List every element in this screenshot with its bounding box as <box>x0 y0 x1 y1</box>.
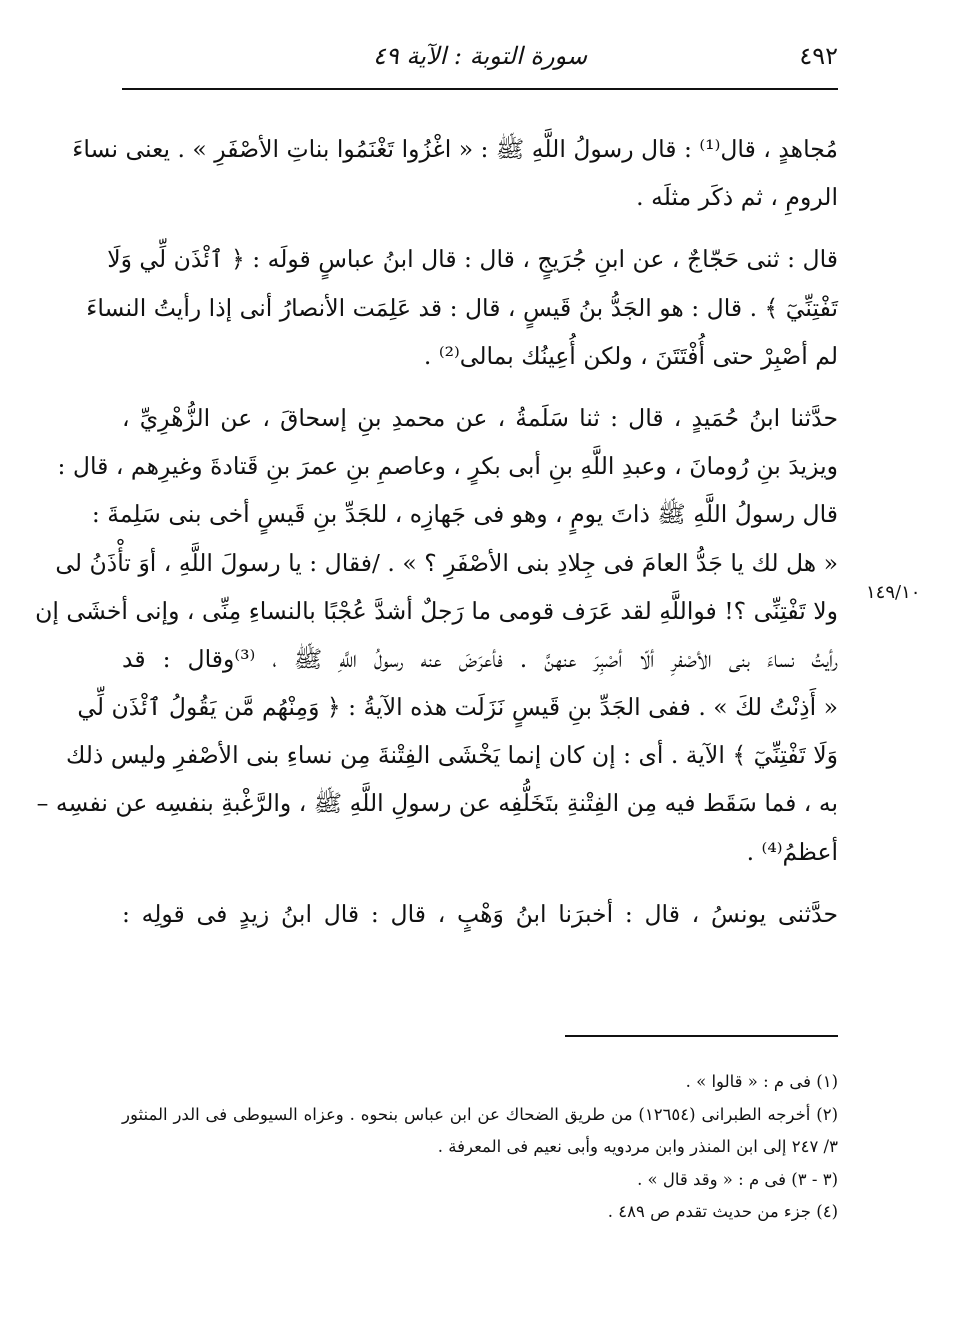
text-line: حدَّثنا ابنُ حُمَيدٍ ، قال : ثنا سَلَمةُ ، عن محمدِ بنِ إسحاقَ ، عن الزُّهْرِيِّ ، <box>122 403 838 432</box>
footnote-item: (١) فى م : « قالوا » . <box>685 1072 838 1091</box>
text-line: لم أصْبِرْ حتى أُفْتَتَنَ ، ولكن أُعِينُك بمالى⁽²⁾ . <box>423 341 838 370</box>
text-line: به ، فما سَقَط فيه مِن الفِتْنةِ بتَخَلُّفِه عن رسولِ اللَّهِ ﷺ ، والرَّغْبةِ بنفسِه عن نفسِه – <box>36 789 838 818</box>
page-header <box>122 38 838 88</box>
paragraph-2 <box>86 235 838 380</box>
text-line: رأيتُ نساءَ بنى الأصْفرِ ألّا أصْبِرَ عنهنَّ . فأعرَضَ عنه رسولُ اللَّهِ ﷺ ، ⁽³⁾وقال : قد <box>122 644 838 673</box>
paragraph-3 <box>35 394 838 876</box>
paragraph-4 <box>122 890 838 938</box>
text-line: وَلَا تَفْتِنِّيٓ ﴾ الآية . أى : إن كان إنما يَخْشَى الفِتْنةَ مِن نساءِ بنى الأصْفرِ وليس ذلك <box>65 741 838 770</box>
text-line: « أَذِنْتُ لكَ » . ففى الجَدِّ بنِ قَيسٍ نَزَلَت هذه الآيةُ : ﴿ وَمِنْهُم مَّن يَقُولُ ٱئْذَن لِّي <box>77 693 838 722</box>
header-divider <box>122 88 838 90</box>
footnote-item: (٣ - ٣) فى م : « وقد قال » . <box>637 1169 838 1189</box>
text-line: قال : ثنى حَجّاجٌ ، عن ابنِ جُرَيجٍ ، قال : قال ابنُ عباسٍ قولَه : ﴿ ٱئْذَن لِّي وَلَا <box>107 245 838 274</box>
running-title: سورة التوبة : الآية ٤٩ <box>372 42 588 70</box>
margin-reference: ١٤٩/١٠ <box>866 582 921 603</box>
main-text <box>35 125 838 952</box>
text-line: الرومِ ، ثم ذكَر مثلَه . <box>636 183 838 212</box>
text-line: ويزيدَ بنِ رُومانَ ، وعبدِ اللَّهِ بنِ أبى بكرٍ ، وعاصمِ بنِ عمرَ بنِ قَتادةَ وغيرِهم ، قال : <box>57 452 838 481</box>
paragraph-1 <box>72 125 838 221</box>
footnote-item: (٢) أخرجه الطبرانى (١٢٦٥٤) من طريق الضحاك عن ابن عباس بنحوه . وعزاه السيوطى فى الدر المنثور <box>122 1104 838 1124</box>
footnotes <box>122 1066 838 1229</box>
text-line: قال رسولُ اللَّهِ ﷺ ذاتَ يومٍ ، وهو فى جَهازِه ، للجَدِّ بنِ قَيسٍ أخى بنى سَلِمةَ : <box>91 500 838 529</box>
text-line: تَفْتِنِّيٓ ﴾ . قال : هو الجَدُّ بنُ قَيسٍ ، قال : قد عَلِمَت الأنصارُ أنى إذا رأيتُ النساءَ <box>86 293 838 322</box>
footnote-divider <box>565 1035 838 1037</box>
page-number: ٤٩٢ <box>799 42 838 70</box>
footnote-item: (٤) جزء من حديث تقدم ص ٤٨٩ . <box>607 1202 838 1221</box>
text-line: « هل لك يا جَدُّ العامَ فى جِلادِ بنى الأصْفَرِ ؟ » . /فقال : يا رسولَ اللَّهِ ، أوَ تأْذَنُ لى <box>55 548 838 577</box>
text-line: ولا تَفْتِنِّى ؟! فواللَّهِ لقد عَرَف قومى ما رَجلٌ أشدَّ عُجْبًا بالنساءِ مِنِّى ، وإنى أخشَى إن <box>35 596 838 625</box>
text-line: حدَّثنى يونسُ ، قال : أخبرَنا ابنُ وَهْبٍ ، قال : قال ابنُ زيدٍ فى قولِه : <box>122 899 838 928</box>
text-line: مُجاهدٍ ، قال⁽¹⁾ : قال رسولُ اللَّهِ ﷺ : « اغْزُوا تَغْنَمُوا بناتِ الأصْفَرِ » . يعنى نساءَ <box>72 135 838 163</box>
footnote-item: ٣/ ٢٤٧ إلى ابن المنذر وابن مردويه وأبى نعيم فى المعرفة . <box>437 1137 838 1156</box>
text-line: أعظمُ⁽⁴⁾ . <box>746 837 838 866</box>
